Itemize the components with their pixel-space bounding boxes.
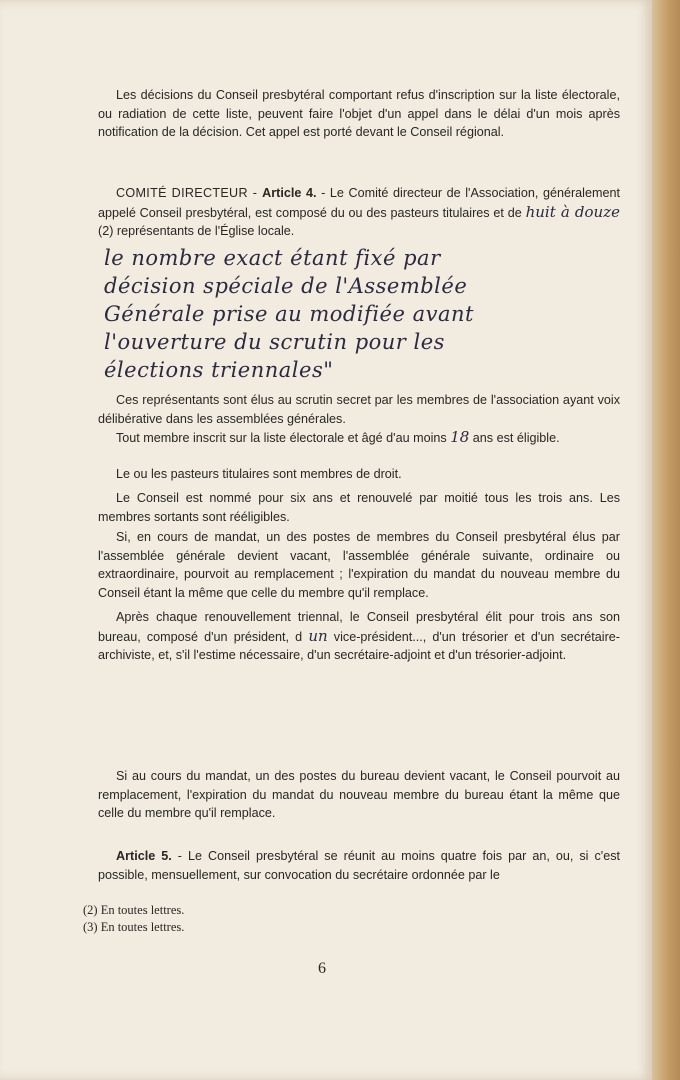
paragraph-pastors: Le ou les pasteurs titulaires sont membres de droit. <box>116 467 402 481</box>
article-4-heading: Article 4. <box>262 186 317 200</box>
footnote: (2) En toutes lettres. <box>83 903 185 917</box>
footnote: (3) En toutes lettres. <box>83 920 185 934</box>
paragraph-vacancy-bureau: Si au cours du mandat, un des postes du bureau devient vacant, le Conseil pourvoit au remplacement, l'expiration du mandat du nouveau membre du bureau étant la même que celle du membre qu'il remplace. <box>98 769 620 821</box>
eligibility-text-b: ans est éligible. <box>469 431 560 445</box>
paragraph-eligibility <box>98 428 620 448</box>
article-5-text: - Le Conseil presbytéral se réunit au moins quatre fois par an, ou, si c'est possible, mensuellement, sur convocation du secrétaire ordonnée par le <box>98 849 620 882</box>
page-edge <box>652 0 680 1080</box>
handwritten-line: le nombre exact étant fixé par <box>104 246 441 270</box>
article-4-text-b: (2) représentants de l'Église locale. <box>98 224 295 239</box>
section-label: COMITÉ DIRECTEUR - <box>116 186 263 200</box>
paragraph-elections: Ces représentants sont élus au scrutin secret par les membres de l'association ayant voix délibérative dans les assemblées générales. <box>98 393 620 426</box>
handwritten-age: 18 <box>450 428 470 446</box>
handwritten-line: élections triennales" <box>104 358 334 382</box>
article-5-heading: Article 5. <box>116 849 172 863</box>
paragraph-vacancy-council: Si, en cours de mandat, un des postes de membres du Conseil presbytéral élus par l'assemblée générale devient vacant, l'assemblée générale suivante, ordinaire ou extraordinaire, pourvoit au remplacement ; l'expiration du mandat du nouveau membre du Conseil étant la même que celle du membre qu'il remplace. <box>98 530 620 600</box>
handwritten-bureau: un <box>308 626 328 645</box>
paragraph-appeal: Les décisions du Conseil presbytéral comportant refus d'inscription sur la liste électorale, ou radiation de cette liste, peuvent faire l'objet d'un appel dans le délai d'un mois après notification de la décision. Cet appel est porté devant le Conseil régional. <box>98 88 620 140</box>
handwritten-line: l'ouverture du scrutin pour les <box>104 330 445 354</box>
article-4-paragraph <box>98 184 620 241</box>
article-4-text-a: - Le Comité directeur de l'Association, généralement appelé Conseil presbytéral, est composé du ou des pasteurs titulaires et de <box>98 186 620 220</box>
handwritten-line: décision spéciale de l'Assemblée <box>104 274 468 298</box>
handwritten-note <box>104 244 644 384</box>
paragraph-council-term: Le Conseil est nommé pour six ans et renouvelé par moitié tous les trois ans. Les membres sortants sont rééligibles. <box>98 491 620 524</box>
handwritten-line: Générale prise au modifiée avant <box>104 302 474 326</box>
page-number: 6 <box>318 960 326 977</box>
handwritten-inline-count: huit à douze <box>525 202 620 221</box>
bureau-text-a: Après chaque renouvellement triennal, le Conseil presbytéral élit pour trois ans son bureau, composé d'un président, d <box>98 610 620 644</box>
bureau-text-b: vice-président..., d'un trésorier et d'un secrétaire-archiviste, et, s'il l'estime nécessaire, d'un secrétaire-adjoint et d'un trésorier-adjoint. <box>98 629 620 663</box>
eligibility-text-a: Tout membre inscrit sur la liste électorale et âgé d'au moins <box>116 431 451 445</box>
article-5-paragraph <box>98 847 620 884</box>
paragraph-bureau <box>98 608 620 665</box>
